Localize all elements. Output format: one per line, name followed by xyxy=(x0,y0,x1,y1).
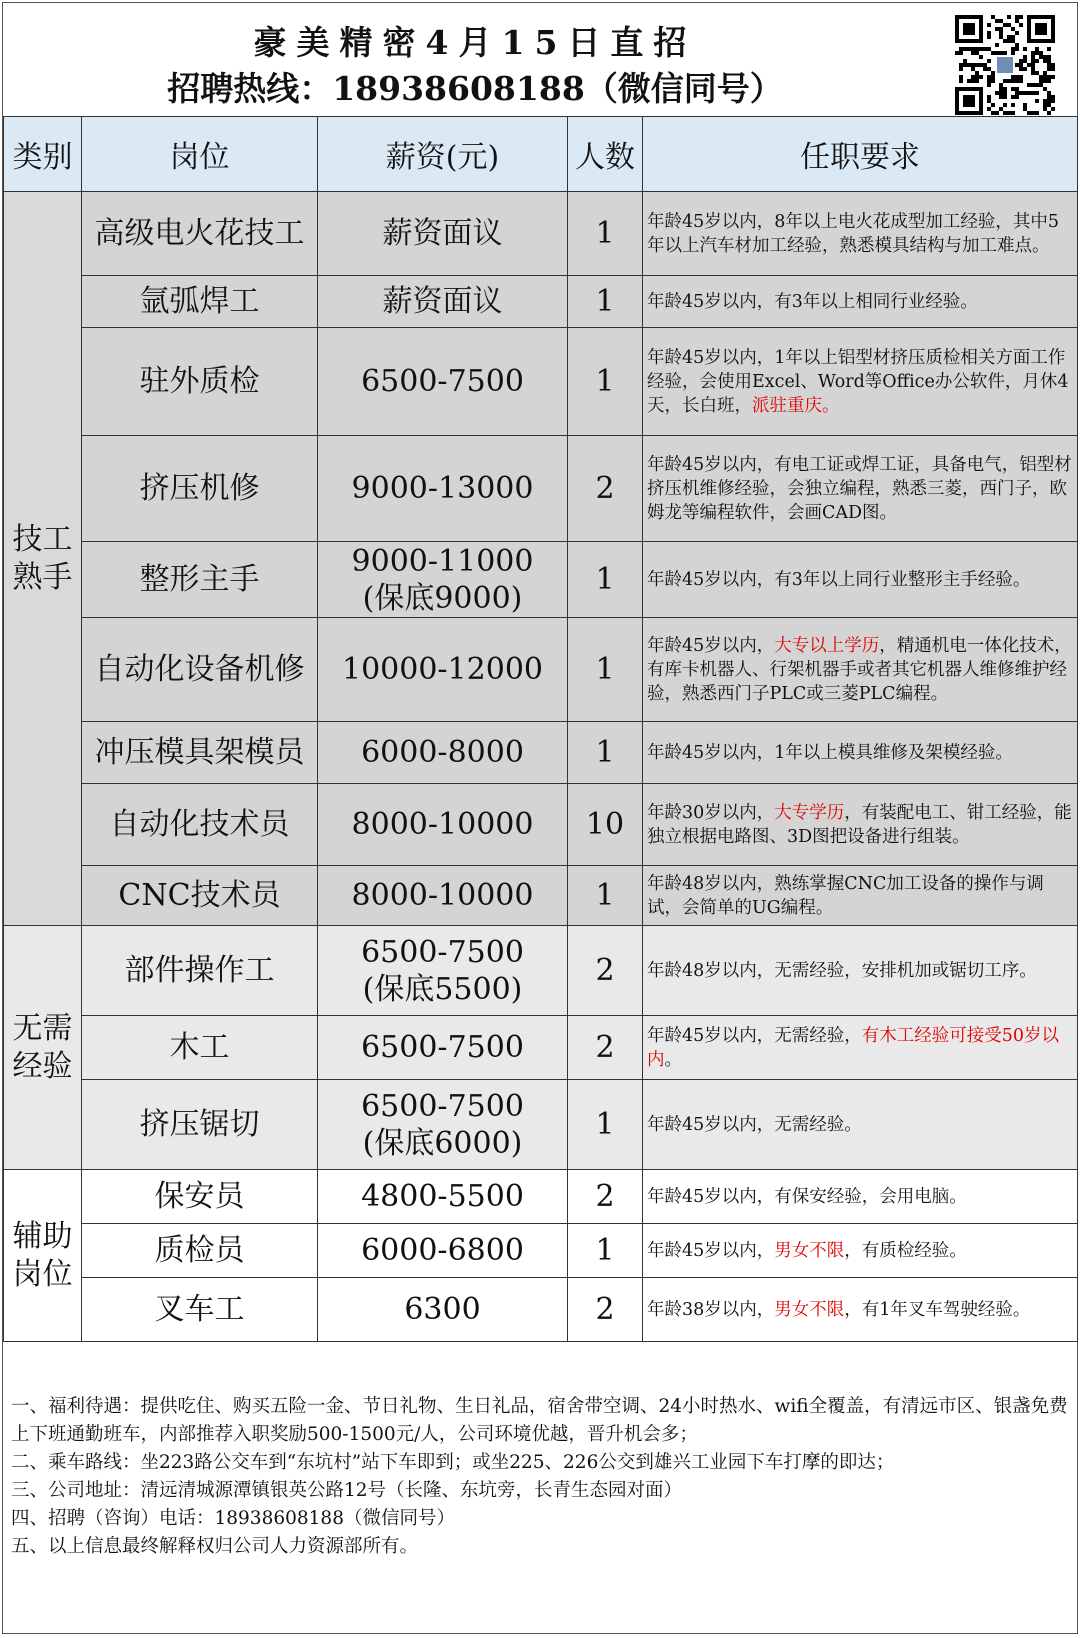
requirement-highlight: 派驻重庆。 xyxy=(752,395,840,416)
position-cell: 保安员 xyxy=(82,1170,318,1224)
salary-cell xyxy=(318,192,568,276)
table-row xyxy=(4,618,1078,722)
requirement-text: ，有1年叉车驾驶经验。 xyxy=(844,1299,1031,1320)
position-cell: 驻外质检 xyxy=(82,328,318,436)
count-cell: 2 xyxy=(568,1016,643,1080)
table-row xyxy=(4,784,1078,866)
requirement-text: 年龄45岁以内，8年以上电火花成型加工经验，其中5年以上汽车材加工经验，熟悉模具结构与加工难点。 xyxy=(647,211,1060,256)
header-position: 岗位 xyxy=(82,117,318,192)
footer-line: 四、招聘（咨询）电话：18938608188（微信同号） xyxy=(11,1508,455,1529)
count-cell: 10 xyxy=(568,784,643,866)
salary-range: 6500-7500 xyxy=(361,1088,524,1124)
count-cell: 1 xyxy=(568,1224,643,1278)
requirement-text: 年龄45岁以内，有电工证或焊工证，具备电气，铝型材挤压机维修经验，会独立编程，熟悉三菱，西门子，欧姆龙等编程软件，会画CAD图。 xyxy=(647,454,1072,523)
salary-guarantee: (保底9000) xyxy=(362,580,523,616)
salary-cell xyxy=(318,328,568,436)
footer-line: 二、乘车路线：坐223路公交车到“东坑村”站下车即到；或坐225、226公交到雄兴工业园下车打摩的即达； xyxy=(11,1452,895,1473)
salary-cell xyxy=(318,436,568,542)
requirement-text: 。 xyxy=(664,1049,682,1070)
table-row xyxy=(4,542,1078,618)
requirements-cell xyxy=(643,276,1078,328)
count-cell: 1 xyxy=(568,192,643,276)
table-row xyxy=(4,1278,1078,1342)
requirement-text: ，有装配电工、钳工经验，能独立根据电路图、3D图把设备进行组装。 xyxy=(647,802,1072,847)
salary-cell xyxy=(318,1080,568,1170)
position-cell: 叉车工 xyxy=(82,1278,318,1342)
requirement-text: 年龄45岁以内， xyxy=(647,635,775,656)
salary-range: 薪资面议 xyxy=(382,284,503,319)
position-cell: 高级电火花技工 xyxy=(82,192,318,276)
salary-range: 9000-13000 xyxy=(351,471,534,506)
table-row xyxy=(4,328,1078,436)
salary-range: 6000-8000 xyxy=(361,735,524,770)
requirement-text: 年龄45岁以内，1年以上铝型材挤压质检相关方面工作经验，会使用Excel、Word等Office办公软件，月休4天，长白班， xyxy=(647,347,1069,416)
header-salary: 薪资(元) xyxy=(318,117,568,192)
salary-range: 薪资面议 xyxy=(382,216,503,251)
position-cell: 自动化设备机修 xyxy=(82,618,318,722)
count-cell: 2 xyxy=(568,436,643,542)
header-count: 人数 xyxy=(568,117,643,192)
requirement-text: ，精通机电一体化技术，有库卡机器人、行架机器手或者其它机器人维修维护经验，熟悉西门子PLC或三菱PLC编程。 xyxy=(647,635,1072,704)
requirements-cell xyxy=(643,1224,1078,1278)
requirement-text: 年龄48岁以内，熟练掌握CNC加工设备的操作与调试，会简单的UG编程。 xyxy=(647,873,1044,918)
footer-line: 三、公司地址：清远清城源潭镇银英公路12号（长隆、东坑旁，长青生态园对面） xyxy=(11,1480,683,1501)
requirement-text: 年龄45岁以内，有3年以上相同行业经验。 xyxy=(647,291,978,312)
requirements-cell xyxy=(643,542,1078,618)
salary-cell xyxy=(318,866,568,926)
salary-cell xyxy=(318,542,568,618)
position-cell: CNC技术员 xyxy=(82,866,318,926)
requirements-cell xyxy=(643,192,1078,276)
salary-cell xyxy=(318,1170,568,1224)
requirement-text: 年龄45岁以内，1年以上模具维修及架模经验。 xyxy=(647,742,1013,763)
salary-range: 6500-7500 xyxy=(361,364,524,399)
table-row xyxy=(4,926,1078,1016)
requirement-highlight: 男女不限 xyxy=(774,1299,845,1320)
position-cell: 挤压机修 xyxy=(82,436,318,542)
position-cell: 氩弧焊工 xyxy=(82,276,318,328)
position-cell: 自动化技术员 xyxy=(82,784,318,866)
table-row xyxy=(4,436,1078,542)
count-cell: 2 xyxy=(568,1170,643,1224)
requirement-text: 年龄45岁以内，有保安经验，会用电脑。 xyxy=(647,1186,967,1207)
position-cell: 挤压锯切 xyxy=(82,1080,318,1170)
jobs-table xyxy=(3,116,1078,1342)
requirements-cell xyxy=(643,1278,1078,1342)
category-cell: 辅助岗位 xyxy=(4,1170,82,1342)
salary-cell xyxy=(318,722,568,784)
salary-range: 8000-10000 xyxy=(351,807,534,842)
salary-cell xyxy=(318,1016,568,1080)
header-requirements: 任职要求 xyxy=(643,117,1078,192)
salary-cell xyxy=(318,618,568,722)
salary-guarantee: (保底5500) xyxy=(362,971,523,1007)
table-row xyxy=(4,866,1078,926)
salary-cell xyxy=(318,1224,568,1278)
position-cell: 部件操作工 xyxy=(82,926,318,1016)
salary-range: 9000-11000 xyxy=(351,543,534,579)
salary-range: 6500-7500 xyxy=(361,934,524,970)
position-cell: 整形主手 xyxy=(82,542,318,618)
qr-code-icon xyxy=(955,15,1055,115)
count-cell: 1 xyxy=(568,1080,643,1170)
salary-guarantee: (保底6000) xyxy=(362,1125,523,1161)
requirements-cell xyxy=(643,1170,1078,1224)
requirements-cell xyxy=(643,866,1078,926)
requirements-cell xyxy=(643,328,1078,436)
salary-cell xyxy=(318,926,568,1016)
page-title: 豪美精密4月15日直招 xyxy=(253,23,697,62)
salary-range: 8000-10000 xyxy=(351,878,534,913)
count-cell: 2 xyxy=(568,1278,643,1342)
table-header-row xyxy=(4,117,1078,192)
requirements-cell xyxy=(643,784,1078,866)
category-cell: 技工熟手 xyxy=(4,192,82,926)
salary-cell xyxy=(318,276,568,328)
table-row xyxy=(4,722,1078,784)
table-row xyxy=(4,1170,1078,1224)
count-cell: 1 xyxy=(568,866,643,926)
footer-line: 一、福利待遇：提供吃住、购买五险一金、节日礼物、生日礼品，宿舍带空调、24小时热水、wifi全覆盖，有清远市区、银盏免费上下班通勤班车，内部推荐入职奖励500-1500元/人，公司环境优越，晋升机会多； xyxy=(11,1396,1068,1445)
category-cell: 无需经验 xyxy=(4,926,82,1170)
hotline: 招聘热线：18938608188（微信同号） xyxy=(167,69,783,108)
requirement-text: 年龄38岁以内， xyxy=(647,1299,775,1320)
table-row xyxy=(4,192,1078,276)
requirement-text: 年龄45岁以内，无需经验， xyxy=(647,1025,862,1046)
salary-range: 4800-5500 xyxy=(361,1179,524,1214)
salary-range: 6000-6800 xyxy=(361,1233,524,1268)
position-cell: 质检员 xyxy=(82,1224,318,1278)
requirements-cell xyxy=(643,1080,1078,1170)
footer-notes xyxy=(3,1383,1077,1561)
requirement-text: 年龄45岁以内，无需经验。 xyxy=(647,1114,862,1135)
requirement-highlight: 大专学历 xyxy=(774,802,845,823)
requirement-highlight: 有木工经验可接受50岁以内 xyxy=(647,1025,1060,1070)
requirement-text: 年龄45岁以内，有3年以上同行业整形主手经验。 xyxy=(647,569,1031,590)
table-row xyxy=(4,1224,1078,1278)
requirement-text: 年龄45岁以内， xyxy=(647,1240,775,1261)
salary-cell xyxy=(318,784,568,866)
position-cell: 木工 xyxy=(82,1016,318,1080)
requirements-cell xyxy=(643,1016,1078,1080)
header-category: 类别 xyxy=(4,117,82,192)
count-cell: 1 xyxy=(568,542,643,618)
recruitment-poster xyxy=(2,2,1078,1634)
requirement-text: ，有质检经验。 xyxy=(844,1240,967,1261)
table-row xyxy=(4,1016,1078,1080)
count-cell: 1 xyxy=(568,276,643,328)
table-row xyxy=(4,276,1078,328)
table-row xyxy=(4,1080,1078,1170)
count-cell: 2 xyxy=(568,926,643,1016)
salary-cell xyxy=(318,1278,568,1342)
requirements-cell xyxy=(643,722,1078,784)
requirement-highlight: 大专以上学历 xyxy=(774,635,880,656)
salary-range: 6500-7500 xyxy=(361,1030,524,1065)
position-cell: 冲压模具架模员 xyxy=(82,722,318,784)
requirements-cell xyxy=(643,618,1078,722)
footer-line: 五、以上信息最终解释权归公司人力资源部所有。 xyxy=(11,1536,419,1557)
salary-range: 6300 xyxy=(404,1292,481,1327)
requirements-cell xyxy=(643,926,1078,1016)
requirements-cell xyxy=(643,436,1078,542)
count-cell: 1 xyxy=(568,618,643,722)
count-cell: 1 xyxy=(568,328,643,436)
header xyxy=(3,3,1077,116)
requirement-highlight: 男女不限 xyxy=(774,1240,845,1261)
requirement-text: 年龄30岁以内， xyxy=(647,802,775,823)
count-cell: 1 xyxy=(568,722,643,784)
requirement-text: 年龄48岁以内，无需经验，安排机加或锯切工序。 xyxy=(647,960,1037,981)
salary-range: 10000-12000 xyxy=(341,652,543,687)
